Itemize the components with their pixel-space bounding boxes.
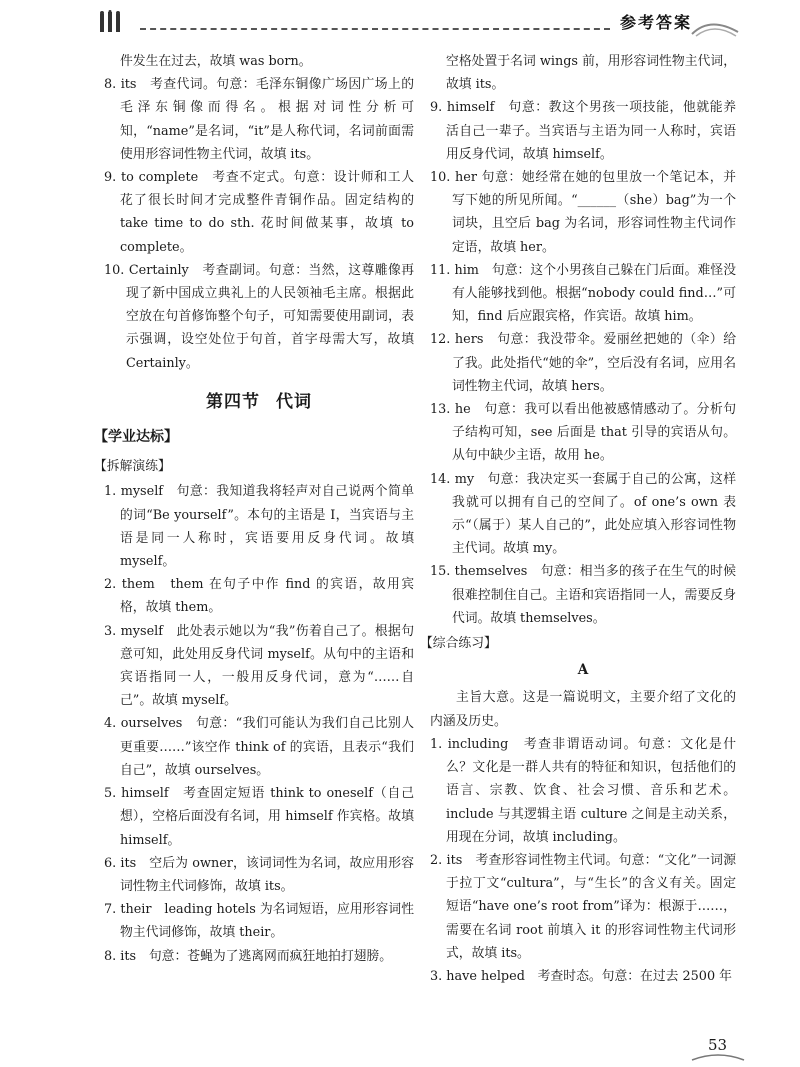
answer-item: 2. its 考查形容词性物主代词。句意：“文化”一词源于拉丁文“cultura”，与“生长”的含义有关。固定短语“have one’s root from”译为：根源于……，需要在名词 root 前填入 it 的形容词性物主代词形式，故填 its。 [430,852,736,961]
answer-item: 13. he 句意：我可以看出他被感情感动了。分析句子结构可知，see 后面是 that 引导的宾语从句。从句中缺少主语，故用 he。 [430,402,736,464]
left-column [94,50,414,968]
page-number: 53 [708,1036,728,1054]
answer-item: 4. ourselves 句意：“我们可能认为我们自己比别人更重要……”该空作 think of 的宾语，且表示“我们自己”，故填 ourselves。 [104,716,414,778]
header-title: 参考答案 [620,13,693,32]
answer-item: 3. myself 此处表示她以为“我”伤着自己了。根据句意可知，此处用反身代词 myself。从句中的主语和宾语指同一人，一般用反身代词，意为“……自己”。故填 myself。 [104,623,414,709]
answer-item: 14. my 句意：我决定买一套属于自己的公寓，这样我就可以拥有自己的空间了。of one’s own 表示“（属于）某人自己的”，此处应填入形容词性物主代词。故填 my。 [430,471,736,557]
answer-item: 6. its 空后为 owner，该词词性为名词，故应用形容词性物主代词修饰，故填 its。 [104,855,414,894]
answer-item: 12. hers 句意：我没带伞。爱丽丝把她的（伞）给了我。此处指代“她的伞”，空后没有名词，应用名词性物主代词，故填 hers。 [430,332,736,394]
bracket-heading: 【学业达标】 [94,429,178,446]
page-number-swoosh-icon [690,1052,746,1062]
answer-item: 2. them them 在句子中作 find 的宾语，故用宾格，故填 them。 [104,577,414,616]
swoosh-decoration-icon [690,14,740,38]
answer-item: 10. Certainly 考查副词。句意：当然，这尊雕像再现了新中国成立典礼上的人民领袖毛主席。根据此空放在句首修饰整个句子，可知需要使用副词，表示强调，设空处位于句首，首字母需大写，故填 Certainly。 [104,262,414,371]
answer-item: 9. to complete 考查不定式。句意：设计师和工人花了很长时间才完成整件青铜作品。固定结构的 take time to do sth. 花时间做某事，故填 to complete。 [104,170,414,255]
answer-item: 11. him 句意：这个小男孩自己躲在门后面。难怪没有人能够找到他。根据“nobody could find…”可知，find 后应跟宾格，作宾语。故填 him。 [430,262,736,325]
page-header [0,0,800,44]
passage-letter: A [577,662,589,679]
sub-heading: 【综合练习】 [420,636,497,652]
answer-item: 8. its 句意：苍蝇为了逃离网而疯狂地拍打翅膀。 [104,948,393,964]
passage-intro: 主旨大意。这是一篇说明文，主要介绍了文化的内涵及历史。 [430,690,736,729]
section-name: 代词 [276,391,312,412]
book-logo-icon [96,10,136,36]
answer-item: 10. her 句意：她经常在她的包里放一个笔记本，并写下她的所见所闻。“______（she）bag”为一个词块，且空后 bag 为名词，形容词性物主代词作定语，故填 her。 [430,170,736,255]
answer-item: 5. himself 考查固定短语 think to oneself（自己想），空格后面没有名词，用 himself 作宾格。故填 himself。 [104,786,414,848]
header-rule [140,28,610,30]
answer-item: 15. themselves 句意：相当多的孩子在生气的时候很难控制住自己。主语和宾语指同一人，需要反身代词。故填 themselves。 [430,564,736,626]
answer-item: 9. himself 句意：教这个男孩一项技能，他就能养活自己一辈子。当宾语与主语为同一人称时，宾语用反身代词，故填 himself。 [430,100,736,162]
sub-heading: 【拆解演练】 [94,459,171,475]
answer-item: 1. including 考查非谓语动词。句意：文化是什么？文化是一群人共有的特征和知识，包括他们的语言、宗教、饮食、社会习惯、音乐和艺术。include 与其逻辑主语 culture 之间是主动关系，用现在分词，故填 including。 [430,736,736,845]
answer-continuation: 件发生在过去，故填 was born。 [120,54,312,69]
answer-item: 1. myself 句意：我知道我将轻声对自己说两个简单的词“Be yourself”。本句的主语是 I，当宾语与主语是同一人称时，宾语要用反身代词。故填 myself。 [104,484,414,570]
right-column [420,50,736,988]
answer-item: 8. its 考查代词。句意：毛泽东铜像广场因广场上的毛泽东铜像而得名。根据对词性分析可知，“name”是名词，“it”是人称代词，名词前面需使用形容词性物主代词，故填 its。 [104,77,414,162]
answer-continuation: 空格处置于名词 wings 前，用形容词性物主代词，故填 its。 [446,54,736,93]
answer-item: 7. their leading hotels 为名词短语，应用形容词性物主代词修饰，故填 their。 [104,902,414,941]
section-title [104,391,414,414]
section-number: 第四节 [206,391,260,412]
answer-item: 3. have helped 考查时态。句意：在过去 2500 年 [430,968,732,984]
